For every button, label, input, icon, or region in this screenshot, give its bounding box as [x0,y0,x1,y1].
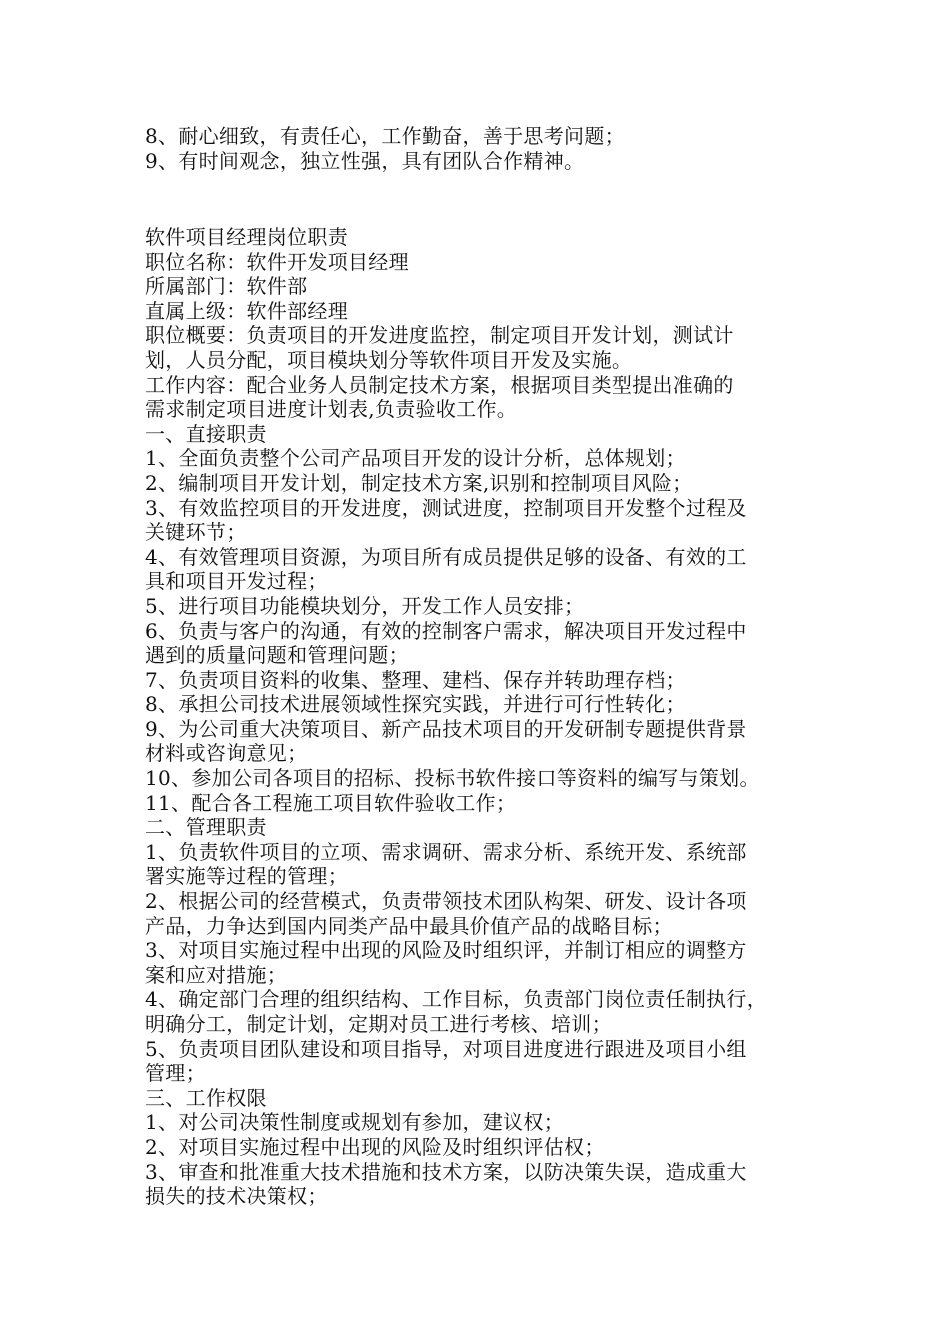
position-name: 职位名称：软件开发项目经理 [145,249,409,274]
list-item-cont: 具和项目开发过程； [145,569,328,594]
list-item: 3、对项目实施过程中出现的风险及时组织评，并制订相应的调整方 [145,938,747,963]
position-summary-cont: 划，人员分配，项目模块划分等软件项目开发及实施。 [145,347,633,372]
list-item-cont: 案和应对措施； [145,962,288,987]
list-item-cont: 管理； [145,1061,206,1086]
list-item: 8、承担公司技术进展领域性探究实践，并进行可行性转化； [145,692,686,717]
department: 所属部门：软件部 [145,274,308,299]
list-item: 2、编制项目开发计划，制定技术方案,识别和控制项目风险； [145,470,693,495]
main-text-block [145,225,825,1209]
list-item-cont: 署实施等过程的管理； [145,864,348,889]
list-item: 2、根据公司的经营模式，负责带领技术团队构架、研发、设计各项 [145,889,747,914]
list-item: 11、配合各工程施工项目软件验收工作； [145,790,517,815]
text-line: 9、有时间观念，独立性强，具有团队合作精神。 [145,148,585,173]
position-summary: 职位概要：负责项目的开发进度监控，制定项目开发计划，测试计 [145,323,734,348]
list-item: 4、确定部门合理的组织结构、工作目标，负责部门岗位责任制执行， [145,987,768,1012]
section-heading-direct-duties: 一、直接职责 [145,421,267,446]
section-heading-management-duties: 二、管理职责 [145,815,267,840]
list-item-cont: 遇到的质量问题和管理问题； [145,643,409,668]
list-item: 9、为公司重大决策项目、新产品技术项目的开发研制专题提供背景 [145,716,747,741]
list-item: 5、进行项目功能模块划分，开发工作人员安排； [145,593,585,618]
list-item: 1、全面负责整个公司产品项目开发的设计分析，总体规划； [145,446,686,471]
list-item: 7、负责项目资料的收集、整理、建档、保存并转助理存档； [145,667,686,692]
list-item-cont: 产品，力争达到国内同类产品中最具价值产品的战略目标； [145,913,673,938]
list-item: 6、负责与客户的沟通，有效的控制客户需求，解决项目开发过程中 [145,618,747,643]
list-item-cont: 关键环节； [145,520,247,545]
list-item: 3、审查和批准重大技术措施和技术方案，以防决策失误，造成重大 [145,1159,747,1184]
list-item: 5、负责项目团队建设和项目指导，对项目进度进行跟进及项目小组 [145,1036,747,1061]
list-item: 4、有效管理项目资源，为项目所有成员提供足够的设备、有效的工 [145,544,747,569]
list-item-cont: 明确分工，制定计划，定期对员工进行考核、培训； [145,1012,612,1036]
document-title: 软件项目经理岗位职责 [145,225,348,249]
work-content-cont: 需求制定项目进度计划表,负责验收工作。 [145,397,518,422]
section-heading-work-authority: 三、工作权限 [145,1085,267,1110]
list-item: 3、有效监控项目的开发进度，测试进度，控制项目开发整个过程及 [145,495,747,520]
list-item: 2、对项目实施过程中出现的风险及时组织评估权； [145,1134,605,1159]
list-item-cont: 损失的技术决策权； [145,1184,328,1209]
direct-superior: 直属上级：软件部经理 [145,298,348,323]
text-line: 8、耐心细致，有责任心，工作勤奋，善于思考问题； [145,124,625,148]
intro-text-block [145,124,825,173]
list-item: 1、负责软件项目的立项、需求调研、需求分析、系统开发、系统部 [145,839,747,864]
list-item: 1、对公司决策性制度或规划有参加，建议权； [145,1110,565,1135]
work-content: 工作内容：配合业务人员制定技术方案，根据项目类型提出准确的 [145,372,734,397]
list-item-cont: 材料或咨询意见； [145,741,308,766]
list-item: 10、参加公司各项目的招标、投标书软件接口等资料的编写与策划。 [145,766,760,791]
